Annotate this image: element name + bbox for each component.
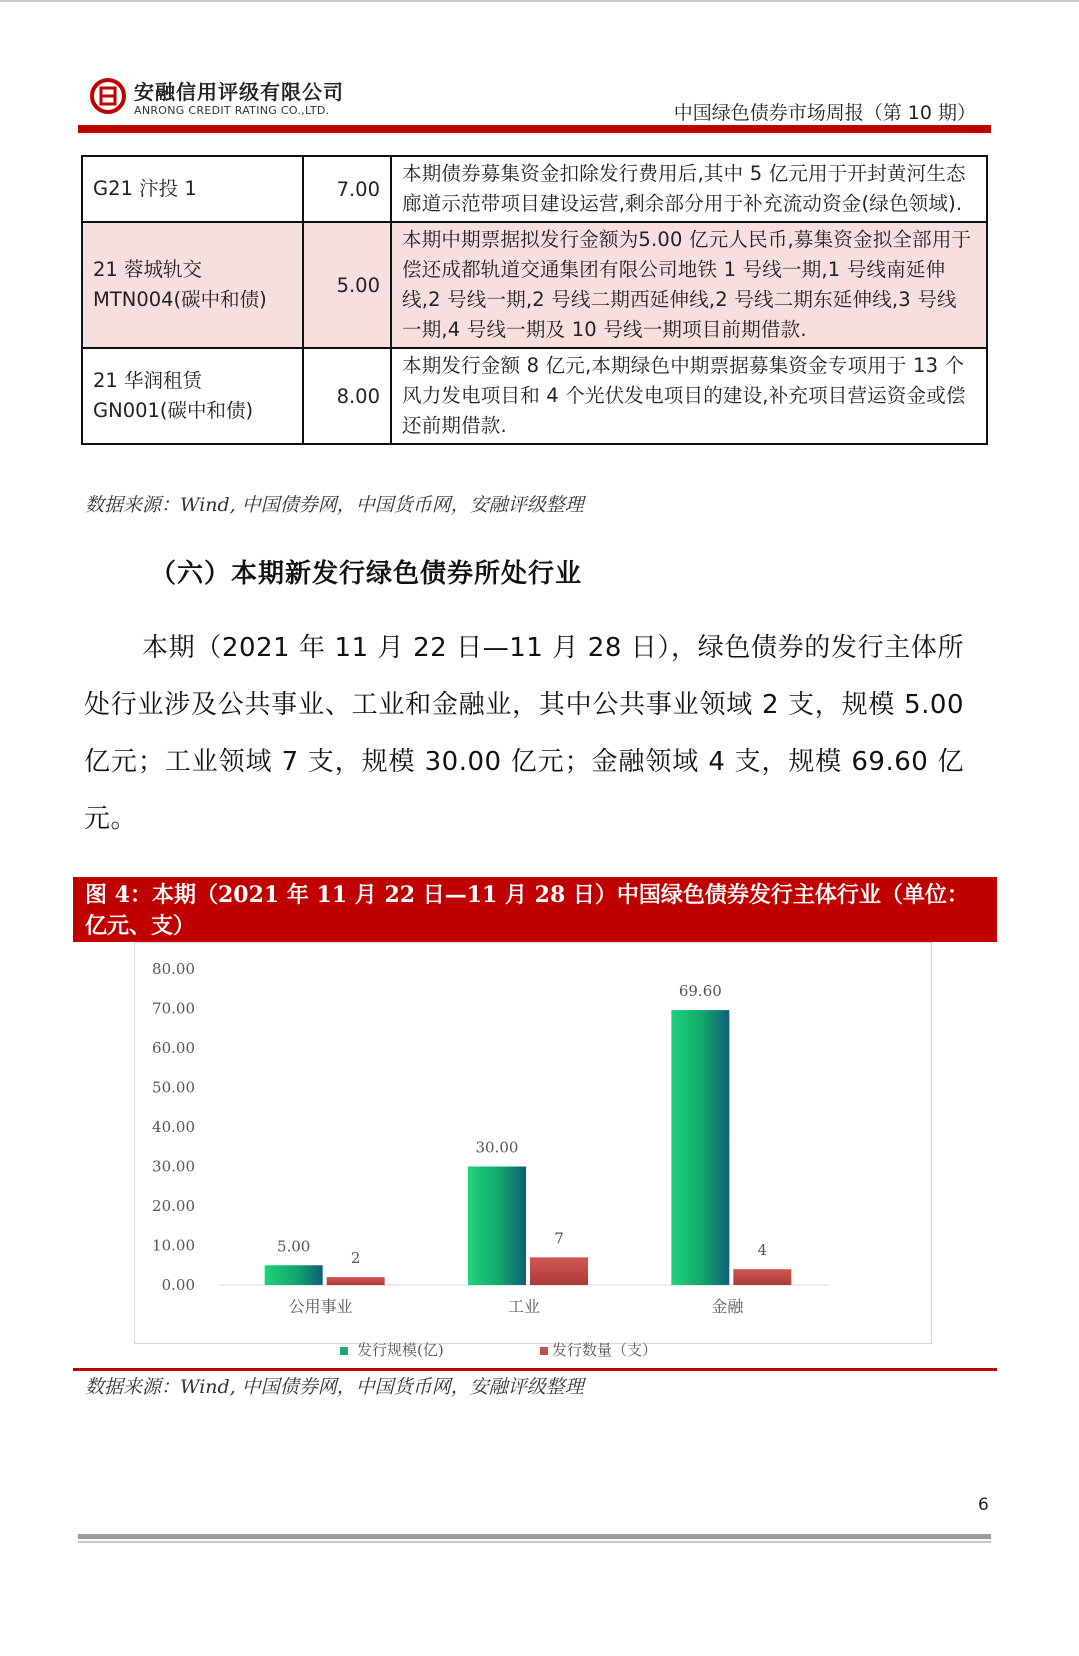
report-title: 中国绿色债券市场周报（第 10 期） <box>673 102 976 124</box>
data-label-scale: 5.00 <box>276 1237 311 1256</box>
figure-bottom-rule <box>73 1368 997 1371</box>
industry-bar-chart <box>135 943 931 1359</box>
bond-name-cell: 21 蓉城轨交 MTN004(碳中和债) <box>82 222 303 348</box>
bond-amount-cell: 7.00 <box>303 156 391 222</box>
y-tick-label: 70.00 <box>152 999 195 1018</box>
y-tick-label: 80.00 <box>152 960 195 978</box>
data-label-count: 4 <box>757 1241 768 1260</box>
table-row <box>82 348 987 444</box>
category-label: 工业 <box>507 1297 541 1316</box>
legend-swatch-scale <box>340 1347 348 1355</box>
figure-title: 图 4：本期（2021 年 11 月 22 日—11 月 28 日）中国绿色债券发行主体行业（单位：亿元、支） <box>85 882 969 939</box>
page-number: 6 <box>978 1495 989 1515</box>
bar-issue-scale <box>468 1167 526 1286</box>
data-label-scale: 69.60 <box>678 982 722 1001</box>
y-tick-label: 10.00 <box>152 1236 195 1255</box>
bond-amount-cell: 8.00 <box>303 348 391 444</box>
anrong-logo-icon <box>90 78 126 114</box>
footer-rule-thin <box>78 1541 991 1543</box>
bond-description-cell: 本期中期票据拟发行金额为5.00 亿元人民币,募集资金拟全部用于偿还成都轨道交通集团有限公司地铁 1 号线一期,1 号线南延伸线,2 号线一期,2 号线二期西延伸线,2 号线二期东延伸线,3 号线一期,4 号线一期及 10 号线一期项目前期借款. <box>391 222 987 348</box>
footer-rule <box>78 1534 991 1539</box>
y-tick-label: 60.00 <box>152 1039 195 1057</box>
y-tick-label: 50.00 <box>152 1078 195 1097</box>
table-source-note: 数据来源：Wind, 中国债券网，中国货币网，安融评级整理 <box>85 494 584 516</box>
figure-source-note: 数据来源：Wind, 中国债券网，中国货币网，安融评级整理 <box>85 1376 584 1398</box>
bond-description-cell: 本期债券募集资金扣除发行费用后,其中 5 亿元用于开封黄河生态廊道示范带项目建设运营,剩余部分用于补充流动资金(绿色领域). <box>391 156 987 222</box>
data-label-scale: 30.00 <box>475 1138 519 1157</box>
y-tick-label: 20.00 <box>152 1197 195 1215</box>
data-label-count: 7 <box>554 1229 564 1248</box>
bond-name-cell: G21 汴投 1 <box>82 156 303 222</box>
category-label: 公用事业 <box>288 1297 353 1316</box>
bond-table <box>81 155 988 445</box>
legend-label-count: 发行数量（支） <box>552 1341 658 1359</box>
bar-issue-count <box>327 1277 385 1285</box>
bond-name-cell: 21 华润租赁 GN001(碳中和债) <box>82 348 303 444</box>
top-border <box>0 0 1079 2</box>
company-name-en: ANRONG CREDIT RATING CO.,LTD. <box>134 104 330 117</box>
category-label: 金融 <box>711 1297 744 1316</box>
company-name-cn: 安融信用评级有限公司 <box>134 80 344 104</box>
table-row <box>82 222 987 348</box>
bar-issue-count <box>530 1257 588 1285</box>
bond-description-cell: 本期发行金额 8 亿元,本期绿色中期票据募集资金专项用于 13 个风力发电项目和 4 个光伏发电项目的建设,补充项目营运资金或偿还前期借款. <box>391 348 987 444</box>
chart-container <box>134 942 932 1359</box>
bond-amount-cell: 5.00 <box>303 222 391 348</box>
bar-issue-scale <box>265 1265 323 1285</box>
section-heading: （六）本期新发行绿色债券所处行业 <box>150 559 583 589</box>
table-row <box>82 156 987 222</box>
figure-title-bar <box>73 877 997 942</box>
y-tick-label: 0.00 <box>161 1276 195 1294</box>
header-rule <box>78 125 991 133</box>
y-tick-label: 30.00 <box>152 1157 195 1176</box>
y-tick-label: 40.00 <box>152 1118 195 1136</box>
legend-label-scale: 发行规模(亿) <box>357 1341 444 1359</box>
legend-swatch-count <box>540 1347 548 1355</box>
bar-issue-count <box>733 1269 791 1285</box>
body-paragraph: 本期（2021 年 11 月 22 日—11 月 28 日），绿色债券的发行主体所处行业涉及公共事业、工业和金融业，其中公共事业领域 2 支，规模 5.00 亿元；工业领域 7 支，规模 30.00 亿元；金融领域 4 支，规模 69.60 亿元。 <box>84 633 964 834</box>
data-label-count: 2 <box>350 1249 361 1268</box>
bar-issue-scale <box>671 1010 729 1285</box>
